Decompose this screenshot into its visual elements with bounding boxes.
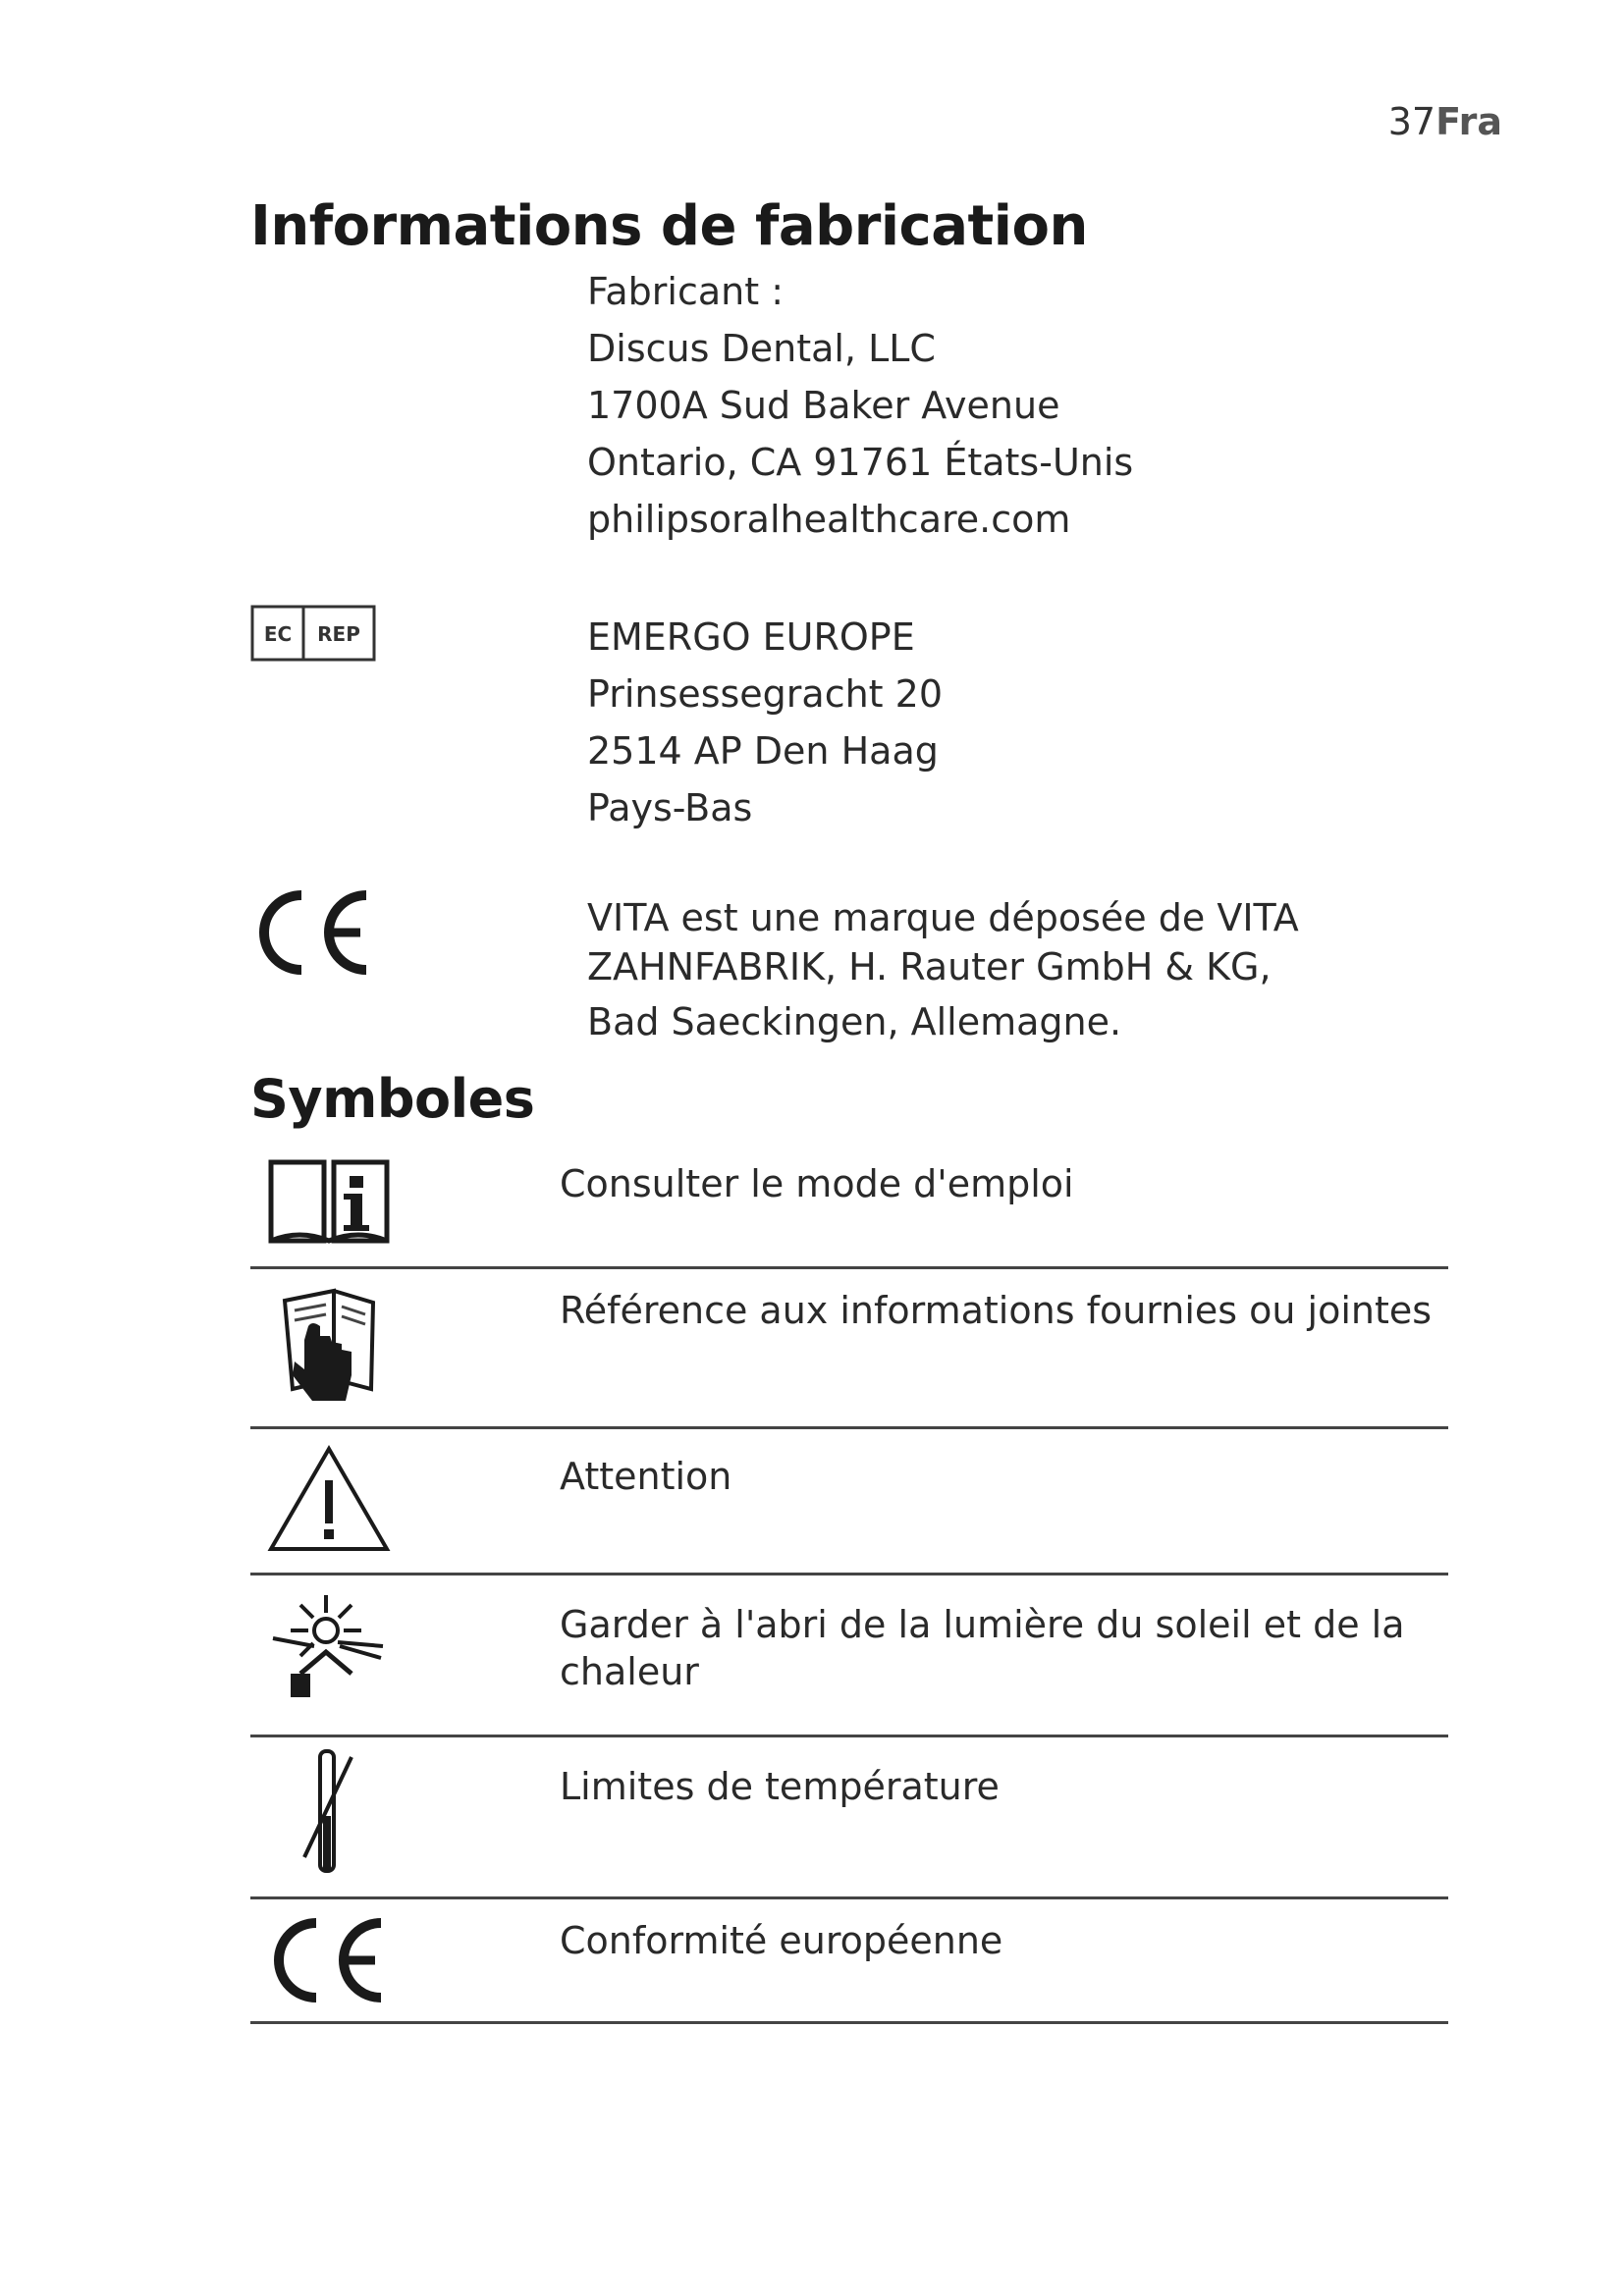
ec-rep-left: EC	[263, 622, 293, 646]
ec-rep-line: Pays-Bas	[587, 786, 753, 829]
symbol-text-line: Consulter le mode d'emploi	[560, 1162, 1074, 1205]
ec-rep-right: REP	[317, 622, 360, 646]
symbol-row	[250, 1899, 1448, 2024]
ec-rep-icon	[250, 605, 376, 666]
manufacturer-line: 1700A Sud Baker Avenue	[587, 384, 1060, 427]
ec-rep-address	[587, 609, 1471, 836]
manufacturing-title: Informations de fabrication	[250, 194, 1088, 258]
symbols-table	[250, 1147, 1448, 2024]
symbol-text-line: Attention	[560, 1455, 732, 1498]
symbol-text	[560, 1763, 1443, 1810]
ec-rep-line: 2514 AP Den Haag	[587, 729, 939, 773]
page-number	[1388, 100, 1502, 143]
symbol-text	[560, 1287, 1443, 1334]
symbol-row	[250, 1147, 1448, 1269]
symbol-text-line: Garder à l'abri de la lumière du soleil et de la	[560, 1603, 1405, 1646]
trademark-line: Bad Saeckingen, Allemagne.	[587, 1000, 1122, 1043]
symbol-text	[560, 1160, 1443, 1207]
symbol-text-line: Limites de température	[560, 1765, 1000, 1808]
symbol-text	[560, 1601, 1443, 1695]
symbols-title: Symboles	[250, 1068, 535, 1130]
page-language: Fra	[1435, 100, 1502, 143]
trademark-line: VITA est une marque déposée de VITA	[587, 896, 1299, 939]
ce-mark-icon	[250, 1913, 407, 2007]
ec-rep-line: Prinsessegracht 20	[587, 672, 944, 716]
trademark-line: ZAHNFABRIK, H. Rauter GmbH & KG,	[587, 945, 1272, 988]
symbol-row	[250, 1269, 1448, 1429]
symbol-text-line: Conformité européenne	[560, 1919, 1003, 1962]
trademark-text	[587, 893, 1471, 1046]
symbol-row	[250, 1575, 1448, 1737]
instructions-book-icon	[250, 1150, 407, 1249]
manufacturer-line: Discus Dental, LLC	[587, 327, 936, 370]
temperature-limit-icon	[250, 1747, 407, 1875]
symbol-text-line: chaleur	[560, 1650, 699, 1693]
keep-away-sunlight-icon	[250, 1587, 407, 1709]
manufacturer-line: Ontario, CA 91761 États-Unis	[587, 441, 1134, 484]
page-number-value: 37	[1387, 100, 1436, 143]
ce-mark-icon	[250, 883, 378, 986]
warning-triangle-icon	[250, 1443, 407, 1555]
symbol-row	[250, 1429, 1448, 1575]
manufacturer-line: Fabricant :	[587, 270, 785, 313]
symbol-text-line: Référence aux informations fournies ou jointes	[560, 1289, 1433, 1332]
reference-manual-hand-icon	[250, 1281, 407, 1409]
manufacturer-website: philipsoralhealthcare.com	[587, 498, 1071, 541]
manufacturer-address	[587, 263, 1471, 548]
symbol-text	[560, 1453, 1443, 1500]
symbol-text	[560, 1917, 1443, 1964]
ec-rep-line: EMERGO EUROPE	[587, 615, 915, 659]
symbol-row	[250, 1737, 1448, 1899]
